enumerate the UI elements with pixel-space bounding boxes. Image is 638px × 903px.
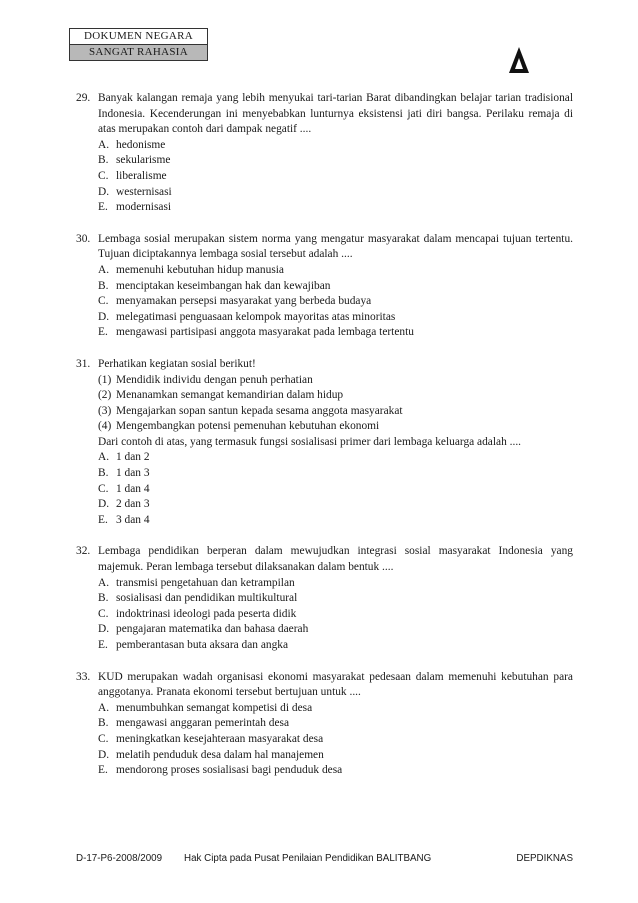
option-e (98, 513, 573, 529)
option-text: 1 dan 2 (116, 451, 150, 464)
stamp-secret-label: SANGAT RAHASIA (70, 45, 207, 60)
option-text: menumbuhkan semangat kompetisi di desa (116, 701, 313, 714)
option-c (98, 294, 573, 310)
option-c (98, 607, 573, 623)
option-label: E. (98, 639, 108, 651)
classification-stamp (69, 28, 208, 61)
option-label: D. (98, 310, 110, 323)
option-text: pemberantasan buta aksara dan angka (116, 639, 289, 651)
option-label: C. (98, 169, 109, 182)
option-label: B. (98, 279, 109, 292)
statement-label: (2) (98, 389, 112, 402)
option-label: B. (98, 717, 109, 730)
question-30 (76, 232, 573, 341)
option-text: meningkatkan kesejahteraan masyarakat desa (116, 732, 324, 745)
statement-2 (98, 388, 573, 404)
option-b (98, 591, 573, 607)
question-number: 31. (76, 357, 91, 370)
statement-4 (98, 419, 573, 435)
option-text: indoktrinasi ideologi pada peserta didik (116, 607, 297, 620)
option-label: D. (98, 498, 110, 511)
option-text: memenuhi kebutuhan hidup manusia (116, 263, 284, 276)
question-stem: Lembaga sosial merupakan sistem norma yang mengatur masyarakat dalam mencapai tujuan tertentu. Tujuan diciptakannya lembaga sosial tersebut adalah .... (98, 232, 573, 261)
option-text: mendorong proses sosialisasi bagi penduduk desa (116, 764, 343, 777)
option-c (98, 482, 573, 498)
option-label: E. (98, 764, 108, 777)
option-label: D. (98, 748, 110, 761)
option-text: melegatimasi penguasaan kelompok mayoritas atas minoritas (116, 310, 396, 323)
option-text: 3 dan 4 (116, 513, 150, 526)
statement-text: Mendidik individu dengan penuh perhatian (116, 373, 313, 386)
option-text: mengawasi partisipasi anggota masyarakat pada lembaga tertentu (116, 326, 414, 339)
option-e (98, 325, 573, 341)
option-label: B. (98, 592, 109, 605)
question-stem: Perhatikan kegiatan sosial berikut! (98, 357, 256, 370)
option-label: C. (98, 482, 109, 495)
option-c (98, 732, 573, 748)
option-a (98, 138, 573, 154)
question-stem: Banyak kalangan remaja yang lebih menyukai tari-tarian Barat dibandingkan belajar tarian tradisional Indonesia. Kecenderungan ini menyebabkan lunturnya eksistensi jati diri bangsa. Perilaku remaja di atas merupakan contoh dari dampak negatif .... (98, 92, 573, 136)
option-e (98, 200, 573, 216)
option-text: sekularisme (116, 154, 171, 167)
option-label: E. (98, 326, 108, 339)
option-label: A. (98, 576, 110, 589)
option-label: A. (98, 263, 110, 276)
question-list (76, 91, 573, 795)
option-text: 2 dan 3 (116, 498, 150, 511)
stamp-document-label: DOKUMEN NEGARA (70, 29, 207, 45)
option-label: E. (98, 513, 108, 526)
option-e (98, 638, 573, 654)
option-label: D. (98, 623, 110, 636)
option-d (98, 497, 573, 513)
question-number: 30. (76, 232, 91, 245)
option-e (98, 763, 573, 779)
option-b (98, 716, 573, 732)
question-32 (76, 544, 573, 653)
option-label: D. (98, 185, 110, 198)
statement-label: (4) (98, 420, 112, 433)
option-text: modernisasi (116, 201, 172, 214)
question-stem-followup: Dari contoh di atas, yang termasuk fungsi sosialisasi primer dari lembaga keluarga adalah .... (98, 435, 522, 448)
document-code: D-17-P6-2008/2009 (76, 853, 163, 864)
option-a (98, 263, 573, 279)
option-label: A. (98, 451, 110, 464)
option-text: sosialisasi dan pendidikan multikultural (116, 592, 298, 605)
option-d (98, 185, 573, 201)
option-a (98, 450, 573, 466)
statement-1 (98, 373, 573, 389)
option-label: B. (98, 467, 109, 480)
statement-label: (1) (98, 373, 112, 386)
question-number: 33. (76, 670, 91, 683)
option-label: B. (98, 154, 109, 167)
option-text: 1 dan 4 (116, 482, 150, 495)
option-d (98, 748, 573, 764)
option-text: 1 dan 3 (116, 467, 150, 480)
statement-text: Mengajarkan sopan santun kepada sesama anggota masyarakat (116, 404, 403, 417)
question-31 (76, 357, 573, 529)
question-number: 32. (76, 545, 91, 558)
option-label: E. (98, 201, 108, 214)
option-text: liberalisme (116, 169, 167, 182)
question-number: 29. (76, 92, 91, 104)
option-text: transmisi pengetahuan dan ketrampilan (116, 576, 295, 589)
option-b (98, 279, 573, 295)
statement-3 (98, 404, 573, 420)
option-a (98, 576, 573, 592)
publisher-label: DEPDIKNAS (516, 853, 573, 864)
option-b (98, 153, 573, 169)
statement-text: Menanamkan semangat kemandirian dalam hidup (116, 389, 344, 402)
option-text: melatih penduduk desa dalam hal manajemen (116, 748, 324, 761)
statement-text: Mengembangkan potensi pemenuhan kebutuhan ekonomi (116, 420, 380, 433)
option-label: A. (98, 701, 110, 714)
option-c (98, 169, 573, 185)
question-29 (76, 91, 573, 216)
option-label: C. (98, 295, 109, 308)
question-stem: KUD merupakan wadah organisasi ekonomi masyarakat pedesaan dalam memenuhi kebutuhan para anggotanya. Pranata ekonomi tersebut bertujuan untuk .... (98, 670, 573, 699)
option-text: mengawasi anggaran pemerintah desa (116, 717, 290, 730)
question-33 (76, 670, 573, 779)
option-text: menciptakan keseimbangan hak dan kewajiban (116, 279, 331, 292)
option-text: menyamakan persepsi masyarakat yang berbeda budaya (116, 295, 372, 308)
option-text: pengajaran matematika dan bahasa daerah (116, 623, 309, 636)
statement-label: (3) (98, 404, 112, 417)
copyright-notice: Hak Cipta pada Pusat Penilaian Pendidikan BALITBANG (184, 853, 432, 864)
question-stem: Lembaga pendidikan berperan dalam mewujudkan integrasi sosial masyarakat Indonesia yang majemuk. Peran lembaga tersebut dilaksanakan dalam bentuk .... (98, 545, 573, 574)
option-d (98, 310, 573, 326)
option-text: hedonisme (116, 138, 166, 151)
option-label: C. (98, 607, 109, 620)
option-a (98, 701, 573, 717)
triangle-logo-icon (508, 46, 530, 74)
option-text: westernisasi (116, 185, 172, 198)
option-d (98, 622, 573, 638)
option-label: C. (98, 732, 109, 745)
option-b (98, 466, 573, 482)
option-label: A. (98, 138, 110, 151)
